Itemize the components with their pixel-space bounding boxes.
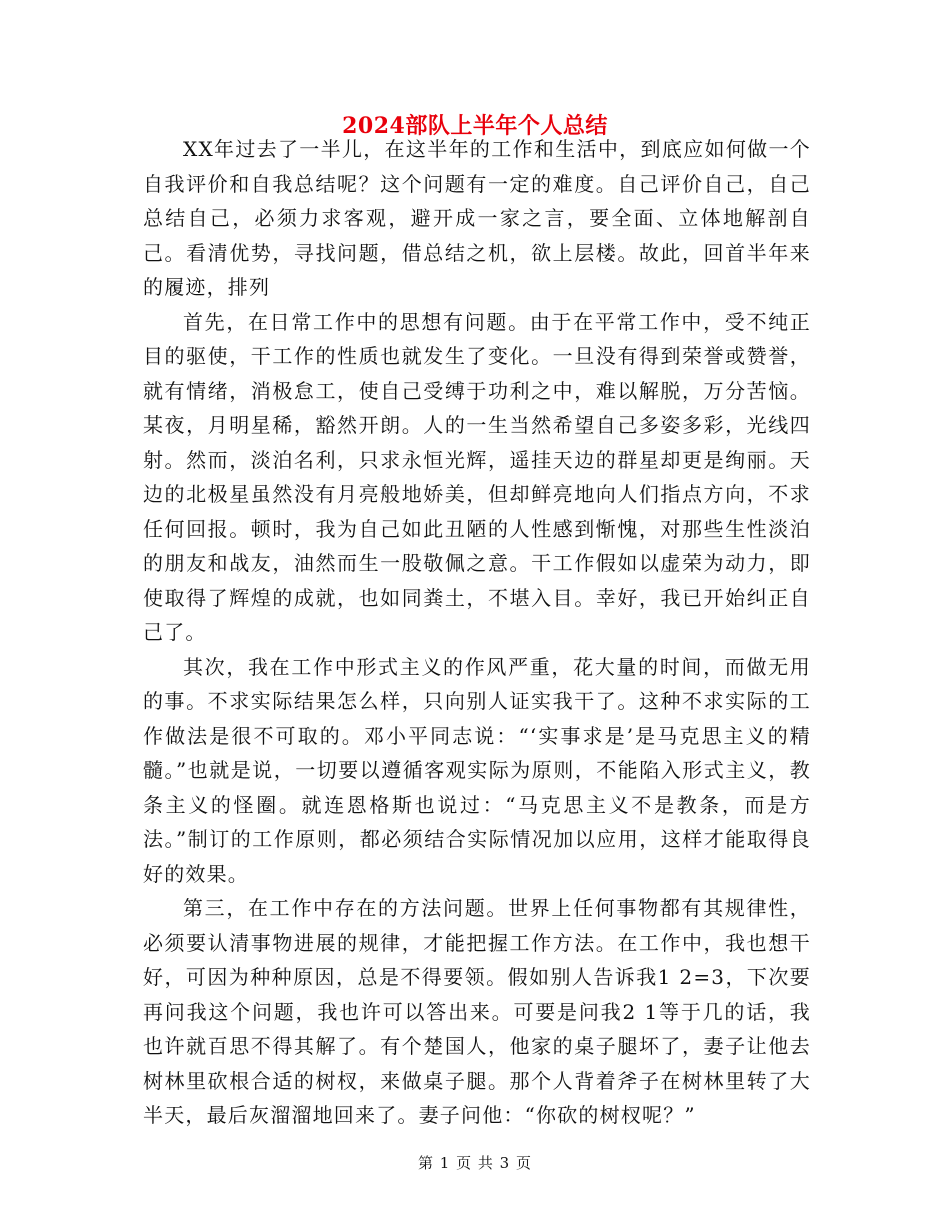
paragraph-third-point: 第三，在工作中存在的方法问题。世界上任何事物都有其规律性，必须要认清事物进展的规律，才能把握工作方法。在工作中，我也想干好，可因为种种原因，总是不得要领。假如别人告诉我1 2=3，下次要再问我这个问题，我也许可以答出来。可要是问我2 1等于几的话，我也许就百思不得其解了。有个楚国人，他家的桌子腿坏了，妻子让他去树林里砍根合适的树杈，来做桌子腿。那个人背着斧子在树林里转了大半天，最后灰溜溜地回来了。妻子问他：“你砍的树杈呢？” [143,896,811,1127]
document-body [143,132,811,1133]
paragraph-first-point: 首先，在日常工作中的思想有问题。由于在平常工作中，受不纯正目的驱使，干工作的性质也就发生了变化。一旦没有得到荣誉或赞誉，就有情绪，消极怠工，使自己受缚于功利之中，难以解脱，万分苦恼。某夜，月明星稀，豁然开朗。人的一生当然希望自己多姿多彩，光线四射。然而，淡泊名利，只求永恒光辉，遥挂天边的群星却更是绚丽。天边的北极星虽然没有月亮般地娇美，但却鲜亮地向人们指点方向，不求任何回报。顿时，我为自己如此丑陋的人性感到惭愧，对那些生性淡泊的朋友和战友，油然而生一股敬佩之意。干工作假如以虚荣为动力，即使取得了辉煌的成就，也如同粪土，不堪入目。幸好，我已开始纠正自己了。 [143,309,811,644]
document-title: 2024部队上半年个人总结 [342,113,608,139]
paragraph-intro: XX年过去了一半儿，在这半年的工作和生活中，到底应如何做一个自我评价和自我总结呢？这个问题有一定的难度。自己评价自己，自己总结自己，必须力求客观，避开成一家之言，要全面、立体地解剖自己。看清优势，寻找问题，借总结之机，欲上层楼。故此，回首半年来的履迹，排列 [143,137,811,299]
paragraph-second-point: 其次，我在工作中形式主义的作风严重，花大量的时间，而做无用的事。不求实际结果怎么样，只向别人证实我干了。这种不求实际的工作做法是很不可取的。邓小平同志说：“‘实事求是’是马克思主义的精髓。”也就是说，一切要以遵循客观实际为原则，不能陷入形式主义，教条主义的怪圈。就连恩格斯也说过：“马克思主义不是教条，而是方法。”制订的工作原则，都必须结合实际情况加以应用，这样才能取得良好的效果。 [143,654,811,886]
page-footer: 第 1 页 共 3 页 [418,1154,532,1172]
